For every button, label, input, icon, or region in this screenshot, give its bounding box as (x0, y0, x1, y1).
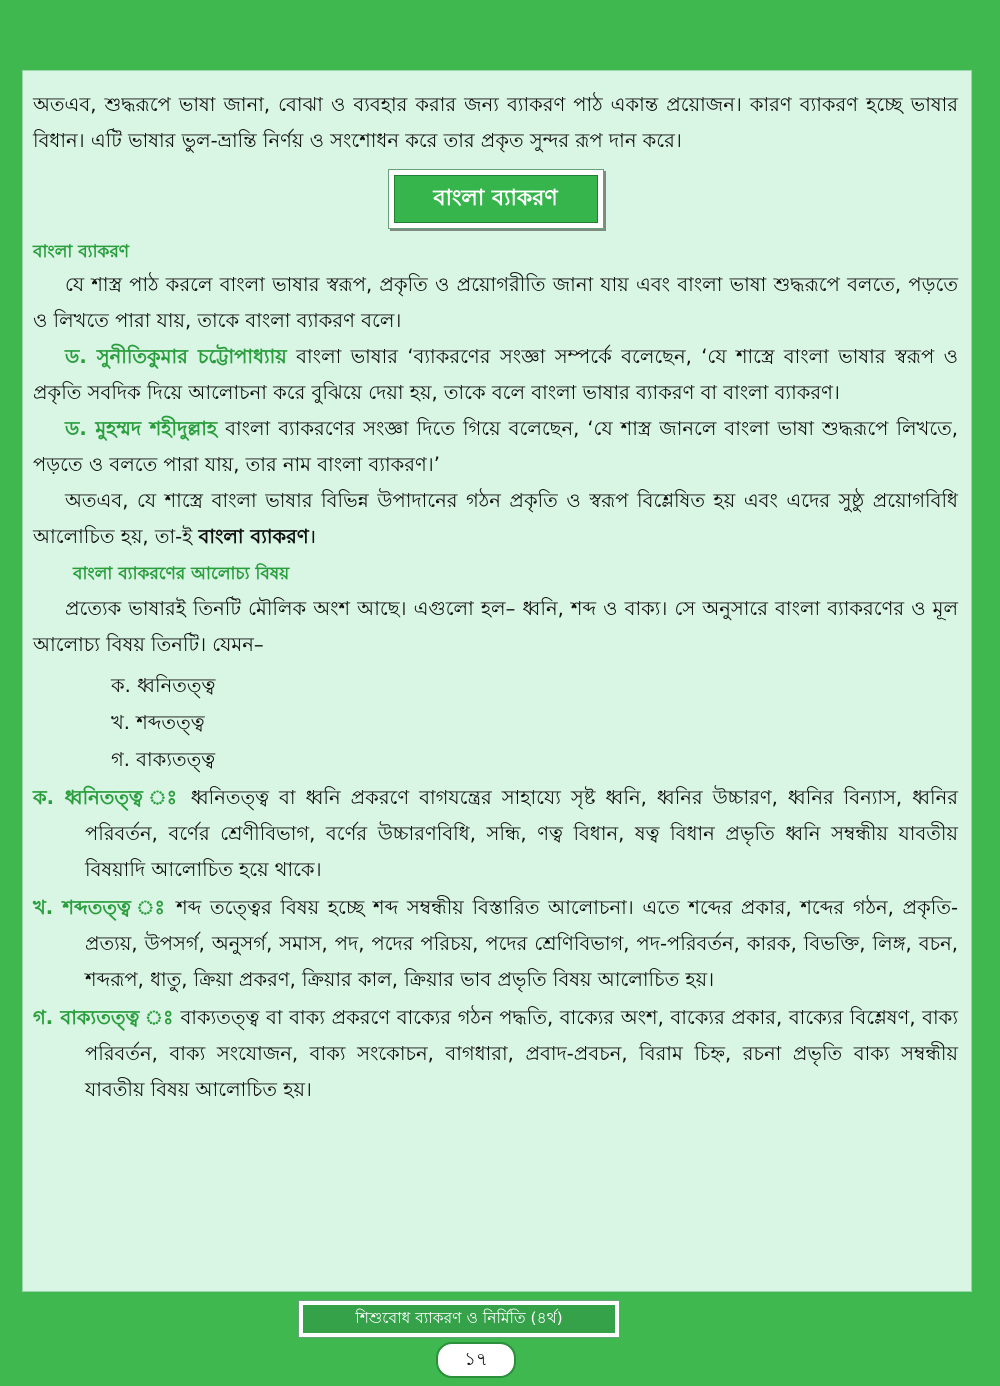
text-dhonitottwo: ধ্বনিতত্ত্ব বা ধ্বনি প্রকরণে বাগযন্ত্রের সাহায্যে সৃষ্ট ধ্বনি, ধ্বনির উচ্চারণ, ধ্বনির বিন্যাস, ধ্বনির পরিবর্তন, বর্ণের শ্রেণীবিভাগ, বর্ণের উচ্চারণবিধি, সন্ধি, ণত্ব বিধান, ষত্ব বিধান প্রভৃতি ধ্বনি সম্বন্ধীয় যাবতীয় বিষয়াদি আলোচিত হয়ে থাকে। (85, 786, 958, 881)
page-number: ১৭ (436, 1342, 516, 1378)
quote-text-shahidullah: বাংলা ব্যাকরণের সংজ্ঞা দিতে গিয়ে বলেছেন, ‘যে শাস্ত্র জানলে বাংলা ভাষা শুদ্ধরূপে লিখতে, পড়তে ও বলতে পারা যায়, তার নাম বাংলা ব্যাকরণ।’ (33, 417, 958, 476)
conclusion-text: অতএব, যে শাস্ত্রে বাংলা ভাষার বিভিন্ন উপাদানের গঠন প্রকৃতি ও স্বরূপ বিশ্লেষিত হয় এবং এদের সুষ্ঠু প্রয়োগবিধি আলোচিত হয়, তা-ই (33, 489, 958, 548)
quote-paragraph-shahidullah (33, 411, 958, 483)
term-dhonitottwo: ক. ধ্বনিতত্ত্ব ঃ (33, 786, 181, 809)
definition-paragraph: যে শাস্ত্র পাঠ করলে বাংলা ভাষার স্বরূপ, প্রকৃতি ও প্রয়োগরীতি জানা যায় এবং বাংলা ভাষা শুদ্ধরূপে বলতে, পড়তে ও লিখতে পারা যায়, তাকে বাংলা ব্যাকরণ বলে। (33, 273, 958, 332)
quote-author-suniti: ড. সুনীতিকুমার চট্টোপাধ্যায় (65, 345, 287, 368)
intro-paragraph: অতএব, শুদ্ধরূপে ভাষা জানা, বোঝা ও ব্যবহার করার জন্য ব্যাকরণ পাঠ একান্ত প্রয়োজন। কারণ ব্যাকরণ হচ্ছে ভাষার বিধান। এটি ভাষার ভুল-ভ্রান্তি নির্ণয় ও সংশোধন করে তার প্রকৃত সুন্দর রূপ দান করে। (33, 93, 958, 152)
title-box (388, 169, 604, 229)
definition-shobdotottwo (33, 890, 958, 998)
quote-paragraph-suniti (33, 339, 958, 411)
definition-dhonitottwo (33, 780, 958, 888)
conclusion-bold-term: বাংলা ব্যাকরণ (198, 525, 309, 548)
conclusion-end: । (308, 525, 317, 548)
list-item: ক. ধ্বনিতত্ত্ব (111, 674, 216, 697)
term-shobdotottwo: খ. শব্দতত্ত্ব ঃ (33, 896, 168, 919)
title-box-label: বাংলা ব্যাকরণ (394, 175, 598, 223)
list-item: খ. শব্দতত্ত্ব (111, 711, 205, 734)
conclusion-paragraph (33, 483, 958, 555)
section-heading-alochyo-bishoy: বাংলা ব্যাকরণের আলোচ্য বিষয় (73, 564, 290, 584)
quote-text-suniti: বাংলা ভাষার ‘ব্যাকরণের সংজ্ঞা সম্পর্কে বলেছেন, ‘যে শাস্ত্রে বাংলা ভাষার স্বরূপ ও প্রকৃতি সবদিক দিয়ে আলোচনা করে বুঝিয়ে দেয়া হয়, তাকে বলে বাংলা ভাষার ব্যাকরণ বা বাংলা ব্যাকরণ। (33, 345, 958, 404)
parts-list (111, 667, 958, 778)
list-item: গ. বাক্যতত্ত্ব (111, 748, 216, 771)
page-content (33, 87, 958, 1108)
text-shobdotottwo: শব্দ তত্ত্বের বিষয় হচ্ছে শব্দ সম্বন্ধীয় বিস্তারিত আলোচনা। এতে শব্দের প্রকার, শব্দের গঠন, প্রকৃতি-প্রত্যয়, উপসর্গ, অনুসর্গ, সমাস, পদ, পদের পরিচয়, পদের শ্রেণিবিভাগ, পদ-পরিবর্তন, কারক, বিভক্তি, লিঙ্গ, বচন, শব্দরূপ, ধাতু, ক্রিয়া প্রকরণ, ক্রিয়ার কাল, ক্রিয়ার ভাব প্রভৃতি বিষয় আলোচিত হয়। (85, 896, 958, 991)
term-bakyotottwo: গ. বাক্যতত্ত্ব ঃ (33, 1006, 174, 1029)
quote-author-shahidullah: ড. মুহম্মদ শহীদুল্লাহ (65, 417, 218, 440)
definition-bakyotottwo (33, 1000, 958, 1108)
page-panel (22, 70, 972, 1292)
footer-book-title: শিশুবোধ ব্যাকরণ ও নির্মিতি (৪র্থ) (303, 1305, 615, 1333)
text-bakyotottwo: বাক্যতত্ত্ব বা বাক্য প্রকরণে বাক্যের গঠন পদ্ধতি, বাক্যের অংশ, বাক্যের প্রকার, বাক্যের বিশ্লেষণ, বাক্য পরিবর্তন, বাক্য সংযোজন, বাক্য সংকোচন, বাগধারা, প্রবাদ-প্রবচন, বিরাম চিহ্ন, রচনা প্রভৃতি বাক্য সম্বন্ধীয় যাবতীয় বিষয় আলোচিত হয়। (85, 1006, 958, 1101)
footer-band (298, 1300, 620, 1338)
section-heading-bangla-byakaran: বাংলা ব্যাকরণ (33, 242, 130, 262)
parts-intro-paragraph: প্রত্যেক ভাষারই তিনটি মৌলিক অংশ আছে। এগুলো হল– ধ্বনি, শব্দ ও বাক্য। সে অনুসারে বাংলা ব্যাকরণের ও মূল আলোচ্য বিষয় তিনটি। যেমন– (33, 597, 958, 656)
